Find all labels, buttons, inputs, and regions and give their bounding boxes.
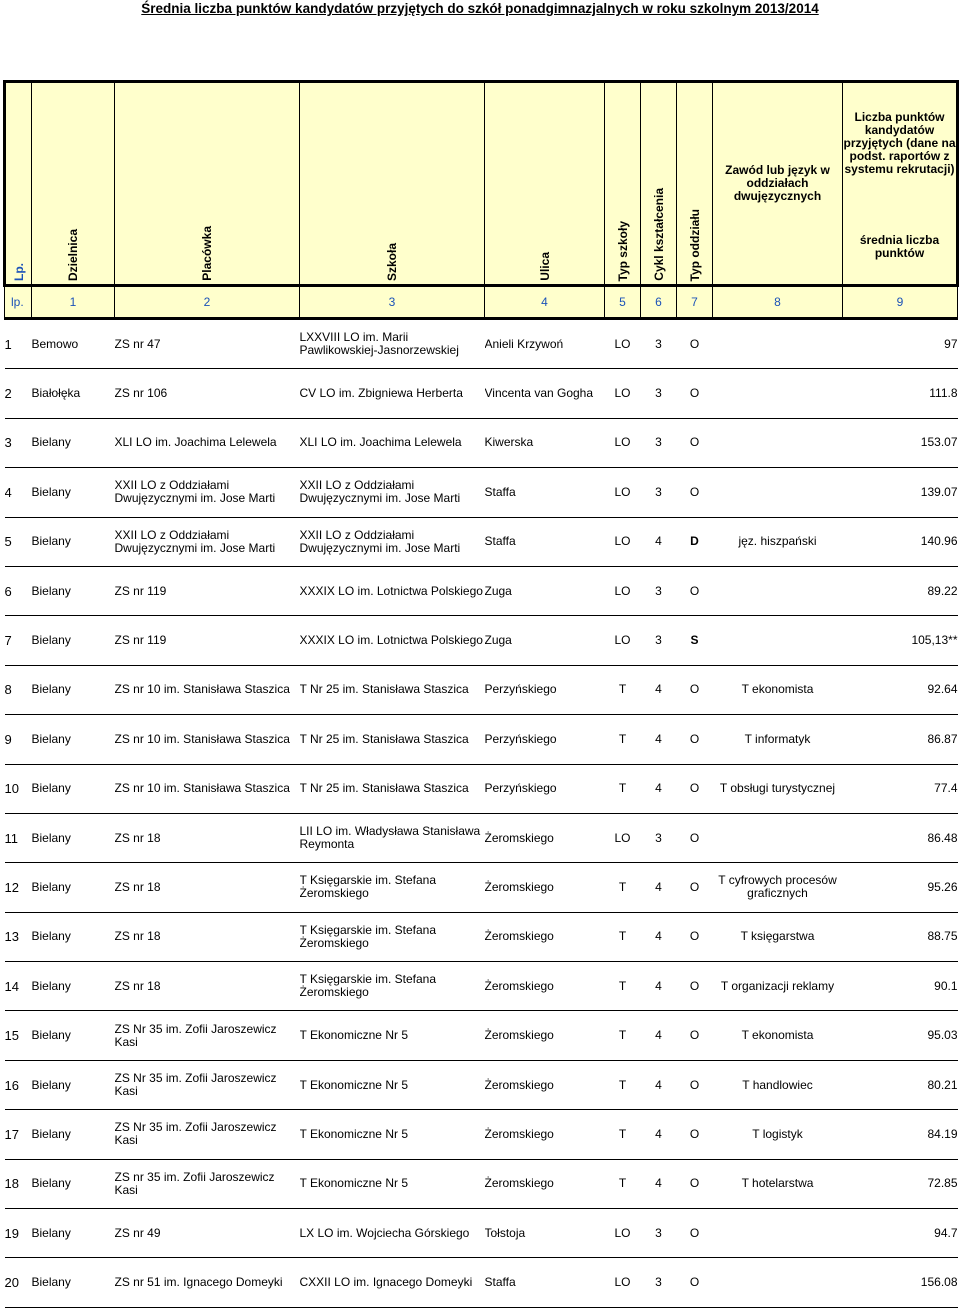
cell-placowka: ZS nr 18 [114, 830, 161, 845]
cell-ulica: Vincenta van Gogha [484, 386, 594, 401]
cell-dzielnica: Bielany [31, 583, 71, 598]
cell-ulica: Perzyńskiego [484, 682, 557, 697]
cell-lp: 6 [4, 583, 12, 599]
cell-placowka: ZS Nr 35 im. Zofii Jaroszewicz Kasi [114, 1021, 277, 1049]
cell-dzielnica: Bielany [31, 929, 71, 944]
cell-dzielnica: Białołęka [31, 386, 81, 401]
cell-lp: 19 [4, 1225, 19, 1241]
cell-punkty: 95.26 [927, 879, 958, 894]
header-liczba-bottom: średnia liczba punktów [859, 233, 940, 260]
cell-ulica: Zuga [484, 583, 512, 598]
table-row [5, 319, 958, 369]
cell-ulica: Żeromskiego [484, 978, 554, 993]
cell-szkola: CV LO im. Zbigniewa Herberta [299, 386, 463, 401]
cell-zawod [713, 1209, 843, 1258]
cell-ulica: Żeromskiego [484, 1126, 554, 1141]
cell-cykl: 4 [655, 978, 662, 993]
cell-szkola: T Ekonomiczne Nr 5 [299, 1176, 408, 1191]
cell-ulica: Żeromskiego [484, 929, 554, 944]
table-row [5, 566, 958, 615]
cell-lp: 8 [4, 682, 12, 698]
cell-ulica: Żeromskiego [484, 1028, 554, 1043]
cell-punkty: 94.7 [934, 1225, 958, 1240]
cell-typ-oddzialu: O [689, 1077, 700, 1092]
header-placowka: Placówka [115, 82, 300, 286]
header-typ-szkoly: Typ szkoły [605, 82, 641, 286]
cell-dzielnica: Bielany [31, 534, 71, 549]
header-typ-oddzialu: Typ oddziału [677, 82, 713, 286]
cell-zawod: T obsługi turystycznej [719, 781, 836, 796]
cell-zawod [713, 566, 843, 615]
cell-punkty: 111.8 [929, 386, 958, 401]
cell-typ-oddzialu: O [689, 1176, 700, 1191]
cell-typ-oddzialu: O [689, 1028, 700, 1043]
table-row [5, 369, 958, 418]
cell-typ-szkoly: T [618, 879, 627, 894]
cell-punkty: 95.03 [927, 1028, 958, 1043]
cell-szkola: XLI LO im. Joachima Lelewela [299, 435, 462, 450]
cell-szkola: XXXIX LO im. Lotnictwa Polskiego [299, 633, 483, 648]
cell-zawod: T informatyk [744, 731, 811, 746]
results-table [3, 80, 959, 1308]
cell-typ-szkoly: LO [614, 1225, 631, 1240]
cell-zawod: T organizacji reklamy [720, 978, 835, 993]
cell-lp: 17 [4, 1126, 19, 1142]
cell-punkty: 86.48 [927, 830, 958, 845]
cell-lp: 9 [4, 731, 12, 747]
cell-dzielnica: Bielany [31, 879, 71, 894]
cell-szkola: T Księgarskie im. Stefana Żeromskiego [299, 922, 437, 950]
cell-typ-szkoly: T [618, 1126, 627, 1141]
cell-punkty: 84.19 [927, 1126, 958, 1141]
cell-ulica: Staffa [484, 1275, 516, 1290]
cell-ulica: Żeromskiego [484, 830, 554, 845]
cell-typ-szkoly: T [618, 731, 627, 746]
cell-zawod: T ekonomista [741, 1028, 814, 1043]
cell-typ-oddzialu: O [689, 929, 700, 944]
header-liczba [843, 82, 958, 286]
page-title: Średnia liczba punktów kandydatów przyjętych do szkół ponadgimnazjalnych w roku szkolnym 2013/2014 [141, 1, 819, 16]
cell-punkty: 77.4 [934, 781, 958, 796]
cell-punkty: 140.96 [920, 534, 958, 549]
cell-szkola: XXII LO z Oddziałami Dwujęzycznymi im. Jose Marti [299, 478, 461, 506]
cell-typ-oddzialu: O [689, 879, 700, 894]
cell-placowka: ZS nr 10 im. Stanisława Staszica [114, 731, 290, 746]
cell-cykl: 3 [655, 336, 662, 351]
cell-ulica: Staffa [484, 484, 516, 499]
table-row [5, 813, 958, 862]
cell-dzielnica: Bielany [31, 1275, 71, 1290]
cell-zawod [713, 418, 843, 467]
cell-placowka: ZS nr 51 im. Ignacego Domeyki [114, 1275, 283, 1290]
cell-ulica: Kiwerska [484, 435, 534, 450]
cell-szkola: T Nr 25 im. Stanisława Staszica [299, 781, 469, 796]
header-row [5, 82, 958, 286]
cell-cykl: 3 [655, 633, 662, 648]
table-row [5, 962, 958, 1011]
cell-zawod: T hotelarstwa [741, 1176, 814, 1191]
cell-szkola: T Księgarskie im. Stefana Żeromskiego [299, 972, 437, 1000]
cell-placowka: ZS Nr 35 im. Zofii Jaroszewicz Kasi [114, 1120, 277, 1148]
cell-lp: 14 [4, 978, 19, 994]
cell-lp: 5 [4, 534, 12, 550]
cell-dzielnica: Bielany [31, 633, 71, 648]
cell-szkola: LXXVIII LO im. Marii Pawlikowskiej-Jasnorzewskiej [299, 330, 459, 358]
cell-typ-oddzialu: O [689, 682, 700, 697]
table-row [5, 912, 958, 961]
cell-ulica: Staffa [484, 534, 516, 549]
column-number: lp. [5, 286, 32, 319]
cell-cykl: 4 [655, 879, 662, 894]
cell-cykl: 3 [655, 484, 662, 499]
cell-dzielnica: Bielany [31, 1176, 71, 1191]
cell-dzielnica: Bielany [31, 978, 71, 993]
header-szkola: Szkoła [300, 82, 485, 286]
cell-szkola: T Ekonomiczne Nr 5 [299, 1028, 408, 1043]
cell-placowka: ZS nr 47 [114, 336, 161, 351]
cell-lp: 15 [4, 1028, 19, 1044]
cell-punkty: 105,13** [911, 633, 958, 648]
table-row [5, 665, 958, 714]
cell-lp: 11 [4, 830, 18, 846]
cell-dzielnica: Bielany [31, 682, 71, 697]
cell-typ-oddzialu: O [689, 1126, 700, 1141]
cell-punkty: 156.08 [920, 1275, 958, 1290]
cell-ulica: Żeromskiego [484, 1077, 554, 1092]
header-cykl: Cykl kształcenia [641, 82, 677, 286]
cell-lp: 18 [4, 1176, 19, 1192]
cell-zawod [713, 616, 843, 665]
cell-lp: 13 [4, 929, 19, 945]
cell-dzielnica: Bielany [31, 830, 71, 845]
cell-ulica: Perzyńskiego [484, 731, 557, 746]
cell-zawod: T cyfrowych procesów graficznych [718, 873, 837, 901]
table-row [5, 468, 958, 517]
cell-dzielnica: Bielany [31, 435, 71, 450]
cell-punkty: 153.07 [920, 435, 958, 450]
cell-lp: 16 [4, 1077, 19, 1093]
cell-cykl: 4 [655, 1176, 662, 1191]
cell-punkty: 86.87 [927, 731, 958, 746]
column-number: 1 [32, 286, 115, 319]
cell-dzielnica: Bielany [31, 1077, 71, 1092]
header-lp: Lp. [5, 82, 32, 286]
cell-cykl: 4 [655, 731, 662, 746]
cell-cykl: 4 [655, 929, 662, 944]
column-number: 6 [641, 286, 677, 319]
table-row [5, 1258, 958, 1307]
cell-placowka: ZS nr 119 [114, 633, 167, 648]
cell-placowka: ZS nr 49 [114, 1225, 161, 1240]
cell-typ-szkoly: LO [614, 336, 631, 351]
cell-szkola: LII LO im. Władysława Stanisława Reymonta [299, 824, 481, 852]
cell-typ-oddzialu: O [689, 978, 700, 993]
column-number: 5 [605, 286, 641, 319]
cell-typ-oddzialu: O [689, 830, 700, 845]
cell-ulica: Żeromskiego [484, 879, 554, 894]
cell-placowka: XLI LO im. Joachima Lelewela [114, 435, 277, 450]
cell-cykl: 3 [655, 435, 662, 450]
cell-zawod: T księgarstwa [740, 929, 815, 944]
cell-punkty: 80.21 [927, 1077, 958, 1092]
cell-placowka: XXII LO z Oddziałami Dwujęzycznymi im. Jose Marti [114, 478, 276, 506]
cell-cykl: 4 [655, 1077, 662, 1092]
cell-placowka: XXII LO z Oddziałami Dwujęzycznymi im. Jose Marti [114, 527, 276, 555]
cell-placowka: ZS nr 119 [114, 583, 167, 598]
cell-punkty: 139.07 [920, 484, 958, 499]
cell-lp: 10 [4, 781, 19, 797]
cell-cykl: 3 [655, 1225, 662, 1240]
table-row [5, 418, 958, 467]
cell-typ-oddzialu: O [689, 1275, 700, 1290]
table-row [5, 517, 958, 566]
cell-punkty: 89.22 [927, 583, 958, 598]
cell-ulica: Anieli Krzywoń [484, 336, 564, 351]
cell-typ-oddzialu: O [689, 731, 700, 746]
cell-szkola: XXXIX LO im. Lotnictwa Polskiego [299, 583, 483, 598]
cell-cykl: 4 [655, 781, 662, 796]
cell-cykl: 4 [655, 1126, 662, 1141]
cell-typ-oddzialu: O [689, 781, 700, 796]
cell-dzielnica: Bielany [31, 484, 71, 499]
cell-placowka: ZS nr 18 [114, 978, 161, 993]
cell-placowka: ZS nr 18 [114, 929, 161, 944]
cell-szkola: T Nr 25 im. Stanisława Staszica [299, 731, 469, 746]
cell-typ-szkoly: LO [614, 583, 631, 598]
cell-typ-szkoly: T [618, 1176, 627, 1191]
table-row [5, 1209, 958, 1258]
table-row [5, 1060, 958, 1109]
cell-zawod [713, 468, 843, 517]
cell-typ-oddzialu: O [689, 484, 700, 499]
cell-typ-oddzialu: D [690, 534, 699, 549]
cell-typ-szkoly: LO [614, 1275, 631, 1290]
cell-typ-oddzialu: S [690, 633, 699, 648]
cell-lp: 4 [4, 484, 12, 500]
header-ulica: Ulica [485, 82, 605, 286]
cell-szkola: T Ekonomiczne Nr 5 [299, 1077, 408, 1092]
cell-lp: 2 [4, 386, 12, 402]
table-row [5, 1159, 958, 1208]
cell-typ-szkoly: T [618, 781, 627, 796]
cell-ulica: Żeromskiego [484, 1176, 554, 1191]
cell-ulica: Perzyńskiego [484, 781, 557, 796]
column-number: 2 [115, 286, 300, 319]
cell-zawod [713, 369, 843, 418]
cell-zawod [713, 319, 843, 369]
column-number: 9 [843, 286, 958, 319]
table-row [5, 1011, 958, 1060]
cell-cykl: 3 [655, 386, 662, 401]
cell-zawod: T handlowiec [742, 1077, 813, 1092]
cell-typ-oddzialu: O [689, 583, 700, 598]
cell-zawod: jęz. hiszpański [738, 534, 817, 549]
cell-ulica: Zuga [484, 633, 512, 648]
cell-cykl: 4 [655, 1028, 662, 1043]
table-row [5, 616, 958, 665]
cell-placowka: ZS nr 18 [114, 879, 161, 894]
column-number: 7 [677, 286, 713, 319]
cell-szkola: T Ekonomiczne Nr 5 [299, 1126, 408, 1141]
cell-typ-szkoly: LO [614, 534, 631, 549]
cell-dzielnica: Bielany [31, 781, 71, 796]
cell-punkty: 92.64 [927, 682, 958, 697]
cell-typ-szkoly: LO [614, 830, 631, 845]
cell-placowka: ZS Nr 35 im. Zofii Jaroszewicz Kasi [114, 1071, 277, 1099]
cell-placowka: ZS nr 35 im. Zofii Jaroszewicz Kasi [114, 1169, 275, 1197]
cell-punkty: 97 [944, 336, 958, 351]
cell-szkola: T Księgarskie im. Stefana Żeromskiego [299, 873, 437, 901]
table-row [5, 715, 958, 764]
cell-lp: 12 [4, 879, 19, 895]
cell-zawod: T ekonomista [741, 682, 814, 697]
cell-szkola: LX LO im. Wojciecha Górskiego [299, 1225, 470, 1240]
cell-placowka: ZS nr 10 im. Stanisława Staszica [114, 682, 290, 697]
cell-szkola: XXII LO z Oddziałami Dwujęzycznymi im. Jose Marti [299, 527, 461, 555]
cell-typ-szkoly: T [618, 1028, 627, 1043]
cell-szkola: CXXII LO im. Ignacego Domeyki [299, 1275, 473, 1290]
header-liczba-top: Liczba punktów kandydatów przyjętych (dane na podst. raportów z systemu rekrutacji) [843, 110, 956, 176]
cell-typ-szkoly: T [618, 929, 627, 944]
cell-lp: 20 [4, 1275, 19, 1291]
table-row [5, 1110, 958, 1159]
cell-typ-oddzialu: O [689, 1225, 700, 1240]
cell-cykl: 4 [655, 534, 662, 549]
cell-zawod: T logistyk [752, 1126, 803, 1141]
column-number: 4 [485, 286, 605, 319]
cell-cykl: 3 [655, 1275, 662, 1290]
cell-punkty: 72.85 [927, 1176, 958, 1191]
cell-punkty: 90.1 [934, 978, 958, 993]
cell-zawod [713, 1258, 843, 1307]
cell-typ-szkoly: LO [614, 484, 631, 499]
header-zawod: Zawód lub język w oddziałach dwujęzycznych [713, 82, 843, 286]
cell-ulica: Tołstoja [484, 1225, 526, 1240]
cell-dzielnica: Bemowo [31, 336, 79, 351]
cell-typ-szkoly: LO [614, 435, 631, 450]
cell-typ-oddzialu: O [689, 435, 700, 450]
table-row [5, 764, 958, 813]
cell-cykl: 4 [655, 682, 662, 697]
cell-placowka: ZS nr 106 [114, 386, 168, 401]
cell-dzielnica: Bielany [31, 1225, 71, 1240]
cell-typ-szkoly: T [618, 978, 627, 993]
cell-typ-szkoly: T [618, 1077, 627, 1092]
cell-typ-szkoly: LO [614, 633, 631, 648]
cell-placowka: ZS nr 10 im. Stanisława Staszica [114, 781, 290, 796]
cell-lp: 3 [4, 435, 12, 451]
cell-cykl: 3 [655, 583, 662, 598]
column-numbers-row [5, 286, 958, 319]
cell-typ-szkoly: LO [614, 386, 631, 401]
cell-lp: 1 [4, 336, 12, 352]
cell-zawod [713, 813, 843, 862]
cell-typ-oddzialu: O [689, 336, 700, 351]
column-number: 3 [300, 286, 485, 319]
column-number: 8 [713, 286, 843, 319]
cell-lp: 7 [4, 633, 12, 649]
cell-typ-szkoly: T [618, 682, 627, 697]
cell-szkola: T Nr 25 im. Stanisława Staszica [299, 682, 469, 697]
table-row [5, 863, 958, 912]
cell-cykl: 3 [655, 830, 662, 845]
cell-punkty: 88.75 [927, 929, 958, 944]
cell-typ-oddzialu: O [689, 386, 700, 401]
cell-dzielnica: Bielany [31, 1126, 71, 1141]
cell-dzielnica: Bielany [31, 731, 71, 746]
header-dzielnica: Dzielnica [32, 82, 115, 286]
cell-dzielnica: Bielany [31, 1028, 71, 1043]
